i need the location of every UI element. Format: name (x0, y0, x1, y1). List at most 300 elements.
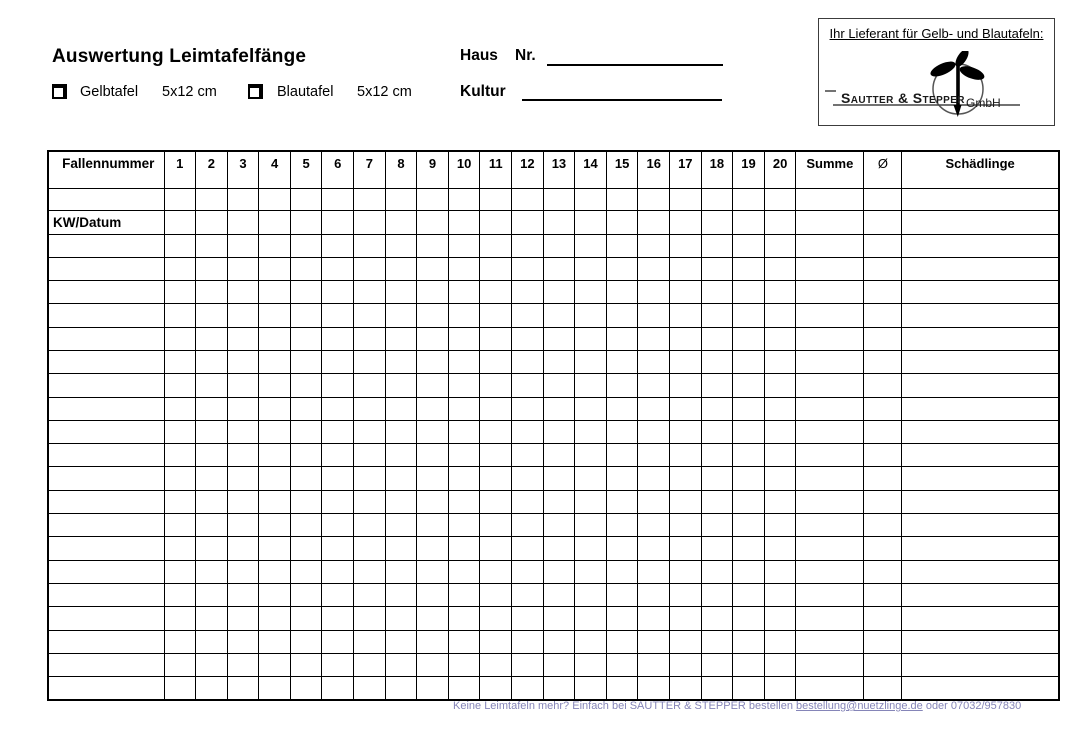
gap-row-label-cell (48, 188, 164, 210)
table-row-label-cell (48, 374, 164, 397)
table-cell (902, 467, 1059, 490)
table-cell (575, 653, 607, 676)
table-cell (480, 420, 512, 443)
table-cell (638, 490, 670, 513)
table-cell (796, 490, 864, 513)
footer-text-after: oder 07032/957830 (922, 700, 1022, 712)
table-cell (417, 537, 449, 560)
table-cell (543, 374, 575, 397)
table-cell (354, 304, 386, 327)
table-cell (448, 607, 480, 630)
table-row-label-cell (48, 397, 164, 420)
table-cell (670, 281, 702, 304)
table-cell (196, 188, 228, 210)
table-cell (417, 281, 449, 304)
table-cell (670, 560, 702, 583)
table-cell (701, 234, 733, 257)
table-cell (575, 188, 607, 210)
table-cell (701, 653, 733, 676)
table-cell (290, 467, 322, 490)
table-cell (322, 607, 354, 630)
table-cell (448, 537, 480, 560)
table-cell (512, 653, 544, 676)
table-cell (733, 467, 765, 490)
table-cell (259, 444, 291, 467)
table-cell (417, 607, 449, 630)
table-cell (543, 630, 575, 653)
table-cell (670, 653, 702, 676)
table-cell (196, 444, 228, 467)
table-cell (796, 630, 864, 653)
blautafel-size: 5x12 cm (357, 84, 412, 100)
table-cell (417, 210, 449, 234)
table-cell (480, 281, 512, 304)
table-cell (638, 444, 670, 467)
table-cell (354, 234, 386, 257)
table-cell (638, 677, 670, 700)
table-cell (733, 350, 765, 373)
table-cell (575, 420, 607, 443)
table-cell (701, 374, 733, 397)
table-cell (575, 444, 607, 467)
table-cell (733, 188, 765, 210)
table-row-label-cell (48, 444, 164, 467)
seedling-in-circle-icon (819, 51, 1056, 125)
table-cell (322, 653, 354, 676)
table-cell (196, 210, 228, 234)
table-cell (670, 490, 702, 513)
table-row-label-cell (48, 653, 164, 676)
table-cell (733, 537, 765, 560)
table-head (48, 151, 1059, 188)
table-cell (385, 537, 417, 560)
table-cell (701, 350, 733, 373)
table-row (48, 281, 1059, 304)
table-cell (543, 607, 575, 630)
table-cell (638, 420, 670, 443)
table-cell (864, 210, 902, 234)
table-cell (322, 210, 354, 234)
table-cell (196, 560, 228, 583)
table-cell (796, 607, 864, 630)
table-cell (259, 653, 291, 676)
table-cell (606, 188, 638, 210)
table-cell (290, 327, 322, 350)
table-cell (575, 374, 607, 397)
table-cell (164, 281, 196, 304)
table-cell (259, 374, 291, 397)
table-cell (164, 397, 196, 420)
table-cell (512, 560, 544, 583)
table-cell (864, 350, 902, 373)
header-trap-2: 2 (196, 151, 228, 188)
table-cell (259, 677, 291, 700)
table-cell (670, 583, 702, 606)
table-cell (670, 210, 702, 234)
table-cell (543, 304, 575, 327)
header-trap-19: 19 (733, 151, 765, 188)
table-cell (385, 514, 417, 537)
table-cell (354, 514, 386, 537)
table-cell (543, 210, 575, 234)
table-cell (701, 444, 733, 467)
table-cell (670, 350, 702, 373)
table-cell (322, 583, 354, 606)
table-cell (701, 537, 733, 560)
table-cell (606, 210, 638, 234)
table-cell (227, 630, 259, 653)
table-cell (606, 374, 638, 397)
kultur-label: Kultur (460, 83, 506, 100)
table-cell (796, 327, 864, 350)
table-cell (417, 234, 449, 257)
table-cell (259, 560, 291, 583)
table-cell (575, 537, 607, 560)
table-cell (322, 630, 354, 653)
table-row-label-cell (48, 607, 164, 630)
table-cell (670, 514, 702, 537)
table-cell (606, 350, 638, 373)
table-cell (448, 514, 480, 537)
table-cell (512, 281, 544, 304)
table-cell (701, 210, 733, 234)
table-cell (733, 397, 765, 420)
table-cell (606, 607, 638, 630)
table-cell (796, 653, 864, 676)
table-cell (227, 420, 259, 443)
table-cell (385, 444, 417, 467)
table-cell (764, 583, 796, 606)
table-cell (575, 304, 607, 327)
table-row (48, 467, 1059, 490)
table-cell (764, 490, 796, 513)
table-cell (290, 397, 322, 420)
header-trap-4: 4 (259, 151, 291, 188)
table-cell (733, 304, 765, 327)
table-cell (354, 327, 386, 350)
table-cell (448, 677, 480, 700)
table-cell (196, 304, 228, 327)
table-cell (417, 374, 449, 397)
table-cell (638, 210, 670, 234)
table-cell (606, 444, 638, 467)
table-cell (480, 653, 512, 676)
table-cell (480, 537, 512, 560)
table-cell (196, 677, 228, 700)
table-row-label-cell (48, 304, 164, 327)
table-cell (733, 374, 765, 397)
table-cell (670, 397, 702, 420)
supplier-logo-name: Sautter & Stepper (841, 90, 965, 106)
table-cell (670, 257, 702, 280)
table-cell (764, 560, 796, 583)
table-cell (164, 537, 196, 560)
table-cell (259, 304, 291, 327)
gap-row (48, 188, 1059, 210)
table-cell (733, 257, 765, 280)
table-cell (638, 653, 670, 676)
table-cell (902, 257, 1059, 280)
header-trap-13: 13 (543, 151, 575, 188)
table-cell (902, 537, 1059, 560)
table-cell (196, 653, 228, 676)
table-cell (638, 281, 670, 304)
table-cell (670, 374, 702, 397)
table-cell (354, 607, 386, 630)
table-cell (385, 281, 417, 304)
table-cell (196, 467, 228, 490)
table-cell (227, 281, 259, 304)
table-cell (638, 257, 670, 280)
table-cell (322, 560, 354, 583)
table-cell (575, 607, 607, 630)
table-cell (764, 374, 796, 397)
table-cell (259, 350, 291, 373)
table-cell (196, 583, 228, 606)
table-cell (512, 350, 544, 373)
table-cell (417, 560, 449, 583)
table-cell (480, 374, 512, 397)
header-average-symbol: Ø (864, 151, 902, 188)
table-cell (512, 234, 544, 257)
table-cell (512, 374, 544, 397)
header-trap-6: 6 (322, 151, 354, 188)
table-cell (322, 374, 354, 397)
table-row (48, 583, 1059, 606)
table-cell (796, 467, 864, 490)
table-cell (606, 234, 638, 257)
table-cell (259, 607, 291, 630)
table-cell (701, 188, 733, 210)
table-cell (864, 653, 902, 676)
table-cell (638, 374, 670, 397)
table-row-label-cell (48, 350, 164, 373)
haus-nr-label: Nr. (515, 47, 536, 64)
table-cell (512, 257, 544, 280)
table-cell (670, 677, 702, 700)
table-cell (864, 560, 902, 583)
table-cell (448, 653, 480, 676)
blautafel-checkbox (248, 84, 263, 99)
table-cell (385, 327, 417, 350)
table-cell (448, 444, 480, 467)
table-cell (864, 537, 902, 560)
table-cell (764, 514, 796, 537)
table-cell (196, 374, 228, 397)
table-cell (902, 653, 1059, 676)
table-cell (575, 583, 607, 606)
table-cell (670, 188, 702, 210)
table-cell (796, 234, 864, 257)
table-cell (259, 234, 291, 257)
haus-nr-fill-line (547, 64, 723, 66)
table-cell (480, 304, 512, 327)
table-cell (512, 607, 544, 630)
table-cell (448, 374, 480, 397)
table-cell (354, 677, 386, 700)
table-cell (764, 607, 796, 630)
table-cell (512, 444, 544, 467)
table-cell (227, 537, 259, 560)
table-cell (227, 490, 259, 513)
table-row (48, 677, 1059, 700)
table-cell (733, 281, 765, 304)
table-cell (796, 583, 864, 606)
table-cell (290, 350, 322, 373)
table-cell (764, 234, 796, 257)
header-trap-14: 14 (575, 151, 607, 188)
table-cell (354, 490, 386, 513)
table-cell (575, 467, 607, 490)
table-cell (606, 583, 638, 606)
gelbtafel-label: Gelbtafel (80, 84, 139, 100)
table-cell (290, 583, 322, 606)
table-cell (902, 490, 1059, 513)
table-cell (575, 257, 607, 280)
table-cell (543, 281, 575, 304)
table-cell (575, 677, 607, 700)
table-cell (385, 560, 417, 583)
table-cell (796, 560, 864, 583)
table-cell (796, 444, 864, 467)
table-cell (796, 420, 864, 443)
table-cell (480, 257, 512, 280)
table-row-label-cell (48, 677, 164, 700)
table-cell (164, 560, 196, 583)
table-cell (512, 420, 544, 443)
table-cell (259, 281, 291, 304)
table-cell (448, 350, 480, 373)
table-cell (701, 257, 733, 280)
supplier-logo-suffix: GmbH (966, 96, 1001, 110)
gelbtafel-size: 5x12 cm (162, 84, 217, 100)
table-cell (322, 514, 354, 537)
table-cell (864, 467, 902, 490)
table-cell (480, 397, 512, 420)
table-cell (259, 188, 291, 210)
haus-label: Haus (460, 47, 498, 64)
table-cell (480, 188, 512, 210)
table-cell (512, 210, 544, 234)
table-cell (902, 188, 1059, 210)
table-cell (733, 653, 765, 676)
table-cell (670, 234, 702, 257)
table-cell (670, 304, 702, 327)
table-cell (322, 397, 354, 420)
header-trap-7: 7 (354, 151, 386, 188)
table-cell (385, 188, 417, 210)
table-cell (512, 537, 544, 560)
table-cell (864, 514, 902, 537)
table-cell (701, 560, 733, 583)
table-row (48, 374, 1059, 397)
table-cell (417, 490, 449, 513)
table-cell (701, 327, 733, 350)
table-cell (354, 560, 386, 583)
table-cell (606, 397, 638, 420)
table-row-label-cell (48, 467, 164, 490)
table-row (48, 420, 1059, 443)
table-cell (480, 630, 512, 653)
table-cell (480, 327, 512, 350)
header-trap-9: 9 (417, 151, 449, 188)
header-trap-8: 8 (385, 151, 417, 188)
table-cell (864, 677, 902, 700)
table-cell (733, 677, 765, 700)
table-cell (354, 257, 386, 280)
table-cell (227, 653, 259, 676)
table-cell (796, 514, 864, 537)
table-cell (259, 257, 291, 280)
table-cell (354, 420, 386, 443)
table-cell (290, 514, 322, 537)
table-cell (196, 257, 228, 280)
table-cell (417, 327, 449, 350)
table-cell (322, 350, 354, 373)
table-cell (164, 444, 196, 467)
table-row-label-cell (48, 420, 164, 443)
header-trap-1: 1 (164, 151, 196, 188)
table-cell (290, 677, 322, 700)
table-cell (701, 607, 733, 630)
table-cell (385, 420, 417, 443)
table-row (48, 630, 1059, 653)
table-cell (385, 607, 417, 630)
table-cell (385, 677, 417, 700)
table-cell (354, 467, 386, 490)
table-cell (606, 677, 638, 700)
table-cell (164, 607, 196, 630)
table-cell (417, 188, 449, 210)
header-trap-16: 16 (638, 151, 670, 188)
table-row-label-cell (48, 327, 164, 350)
table-cell (448, 420, 480, 443)
table-cell (543, 490, 575, 513)
table-cell (902, 374, 1059, 397)
table-cell (864, 234, 902, 257)
kw-datum-row-label-cell: KW/Datum (48, 210, 164, 234)
table-row-label-cell (48, 537, 164, 560)
table-cell (448, 630, 480, 653)
table-cell (902, 420, 1059, 443)
table-cell (796, 257, 864, 280)
table-cell (638, 583, 670, 606)
table-cell (290, 210, 322, 234)
table-cell (902, 350, 1059, 373)
table-cell (480, 467, 512, 490)
table-cell (448, 397, 480, 420)
table-cell (385, 653, 417, 676)
table-cell (512, 630, 544, 653)
table-cell (543, 560, 575, 583)
table-cell (670, 537, 702, 560)
table-cell (864, 630, 902, 653)
table-cell (385, 490, 417, 513)
table-cell (196, 630, 228, 653)
table-cell (322, 234, 354, 257)
table-cell (575, 327, 607, 350)
order-email-link[interactable]: bestellung@nuetzlinge.de (796, 700, 923, 712)
table-cell (796, 210, 864, 234)
capture-table (47, 150, 1060, 701)
table-cell (606, 630, 638, 653)
table-cell (512, 304, 544, 327)
table-cell (227, 397, 259, 420)
table-cell (764, 304, 796, 327)
header-trap-5: 5 (290, 151, 322, 188)
table-cell (701, 630, 733, 653)
table-cell (480, 514, 512, 537)
